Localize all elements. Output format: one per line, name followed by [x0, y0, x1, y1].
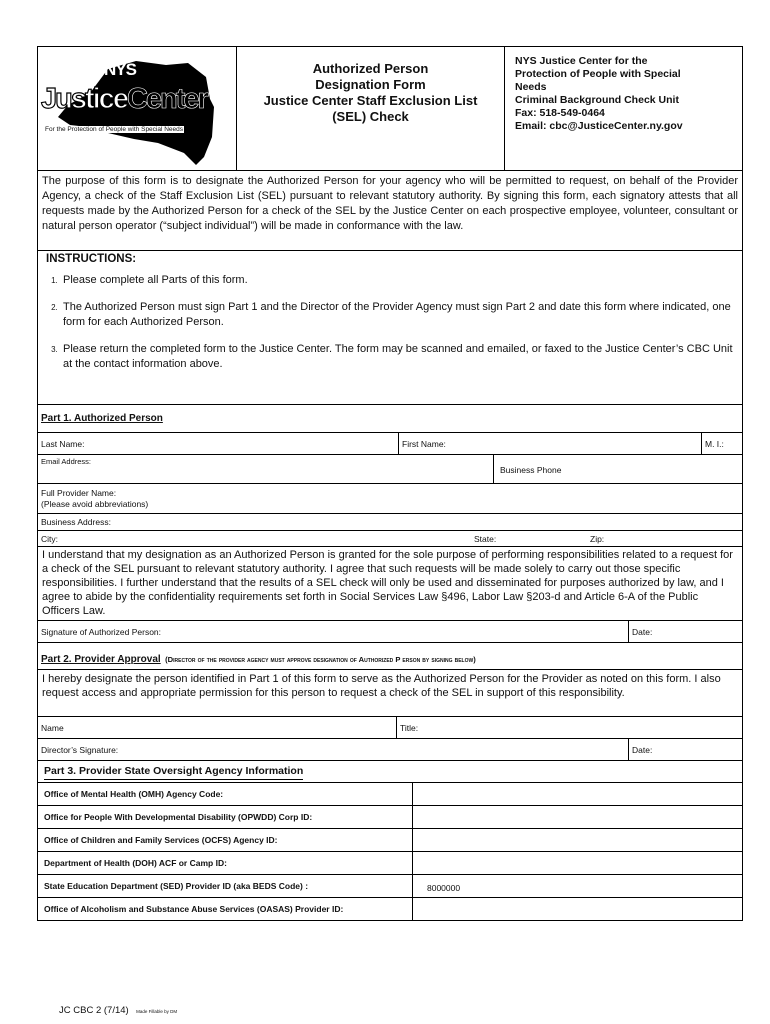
first-name-field[interactable]: First Name: [402, 439, 446, 449]
contact-info [504, 47, 742, 170]
logo-tagline: For the Protection of People with Special Needs [45, 126, 184, 133]
form-footer [59, 1000, 177, 1018]
instruction-item: 2. The Authorized Person must sign Part 1 and the Director of the Provider Agency must sign Part 2 and date this form where indicated, one form for each Authorized Person. [60, 300, 734, 330]
contact-line: NYS Justice Center for the [515, 55, 648, 67]
title-line: Authorized Person [312, 61, 429, 76]
name-row [38, 433, 742, 455]
oasas-id-label: Office of Alcoholism and Substance Abuse Services (OASAS) Provider ID: [44, 904, 344, 914]
instructions-section [38, 251, 742, 405]
first-name-cell [398, 433, 742, 454]
director-name-field[interactable]: Name [41, 723, 64, 733]
city-field[interactable]: City: [41, 534, 58, 544]
title-line: (SEL) Check [332, 109, 409, 124]
business-phone-field[interactable]: Business Phone [500, 465, 562, 475]
part3-header [38, 761, 742, 783]
doh-id-label: Department of Health (DOH) ACF or Camp ID: [44, 858, 227, 868]
instruction-item: 3. Please return the completed form to the Justice Center. The form may be scanned and emailed, or faxed to the Justice Center’s CBC Unit at the contact information above. [60, 342, 734, 372]
contact-line: Criminal Background Check Unit [515, 94, 679, 106]
ocfs-id-input[interactable] [412, 829, 742, 851]
agency-id-row [38, 875, 742, 898]
sed-id-label: State Education Department (SED) Provider ID (aka BEDS Code) : [44, 881, 309, 891]
agency-id-row [38, 852, 742, 875]
purpose-text: The purpose of this form is to designate the Authorized Person for your agency who will be permitted to request, on behalf of the Provider Agency, a check of the Staff Exclusion List (SEL) pursuant to relevant statutory authority. By signing this form, each signatory attests that all requests made by the Authorized Person for a check of the SEL by the Justice Center on each prospective employee, volunteer, consultant or natural person operator (“subject individual”) will be made in conformance with the law. [38, 171, 742, 251]
logo-nys: NYS [104, 60, 136, 79]
business-address-field[interactable]: Business Address: [41, 517, 111, 527]
provider-name-hint: (Please avoid abbreviations) [41, 499, 149, 509]
form-code: JC CBC 2 (7/14) [59, 1005, 129, 1016]
director-date-field[interactable]: Date: [632, 745, 653, 755]
director-title-field[interactable]: Title: [400, 723, 419, 733]
ocfs-id-label: Office of Children and Family Services (OCFS) Agency ID: [44, 835, 278, 845]
email-field[interactable]: Email Address: [41, 457, 92, 466]
title-line: Justice Center Staff Exclusion List [263, 93, 478, 108]
part2-statement: I hereby designate the person identified in Part 1 of this form to serve as the Authorized Person for the Provider as noted on this form. I also request access and appropriate permission for this person to request a check of the SEL in support of this responsibility. [38, 670, 742, 717]
business-address-row [38, 514, 742, 531]
opwdd-id-input[interactable] [412, 806, 742, 828]
city-row [38, 531, 742, 547]
last-name-field[interactable]: Last Name: [41, 439, 85, 449]
form-header [38, 47, 742, 171]
agency-id-row [38, 783, 742, 806]
part2-title: Part 2. Provider Approval [41, 654, 161, 665]
part2-header [38, 643, 742, 670]
sed-id-input[interactable] [412, 875, 742, 897]
contact-email: Email: cbc@JusticeCenter.ny.gov [515, 120, 683, 132]
authorized-date-field[interactable]: Date: [632, 627, 653, 637]
logo-name-right: Center [126, 83, 207, 115]
contact-line: Protection of People with Special [515, 68, 681, 80]
logo-name-left: Justice [41, 83, 127, 115]
director-signature-field[interactable]: Director’s Signature: [41, 745, 119, 755]
email-row [38, 455, 742, 484]
provider-name-field[interactable] [41, 488, 148, 510]
part2-title-wrap [41, 649, 476, 667]
director-signature-row [38, 739, 742, 761]
agency-id-row [38, 806, 742, 829]
agency-id-row [38, 898, 742, 920]
part1-title: Part 1. Authorized Person [41, 413, 163, 424]
state-field[interactable]: State: [474, 534, 497, 544]
footer-note: Made Fillable by DM [136, 1009, 178, 1014]
form-box [37, 46, 743, 921]
opwdd-id-label: Office for People With Developmental Disability (OPWDD) Corp ID: [44, 812, 313, 822]
date-cell [628, 621, 742, 642]
part1-header [38, 405, 742, 433]
part1-statement: I understand that my designation as an Authorized Person is granted for the sole purpose of performing responsibilities related to a request for a check of the SEL pursuant to relevant statutory authority. I agree that such requests will be made solely to carry out those specific responsibilities. I further understand that the results of a SEL check will only be used and disseminated for purposes authorized by law, and I agree to abide by the confidentiality requirements set forth in Social Services Law §496, Labor Law §203-d and Article 6-A of the Public Officers Law. [38, 547, 742, 621]
authorized-signature-field[interactable]: Signature of Authorized Person: [41, 627, 162, 637]
part2-note: (Director of the provider agency must approve designation of Authorized P erson by signing below) [165, 655, 476, 664]
omh-code-label: Office of Mental Health (OMH) Agency Code: [44, 789, 224, 799]
justice-center-logo [38, 47, 236, 170]
title-cell [396, 717, 742, 738]
omh-code-input[interactable] [412, 783, 742, 805]
instructions-heading: INSTRUCTIONS: [46, 253, 137, 265]
mi-cell [701, 433, 742, 454]
agency-id-row [38, 829, 742, 852]
provider-name-label: Full Provider Name: [41, 488, 117, 498]
part3-title: Part 3. Provider State Oversight Agency Information [44, 765, 303, 780]
middle-initial-field[interactable]: M. I.: [705, 439, 724, 449]
zip-field[interactable]: Zip: [590, 534, 605, 544]
instructions-list [46, 273, 734, 372]
provider-name-row [38, 484, 742, 514]
business-phone-cell [493, 455, 742, 483]
form-title [236, 47, 504, 170]
contact-line: Needs [515, 81, 547, 93]
director-date-cell [628, 739, 742, 760]
instruction-item: 1. Please complete all Parts of this form. [60, 273, 734, 288]
sed-id-value: 8000000 [427, 883, 461, 893]
doh-id-input[interactable] [412, 852, 742, 874]
part3-table [38, 783, 742, 920]
logo-name [41, 83, 207, 116]
title-line: Designation Form [315, 77, 426, 92]
director-name-row [38, 717, 742, 739]
signature-row [38, 621, 742, 643]
oasas-id-input[interactable] [412, 898, 742, 920]
contact-fax: Fax: 518-549-0464 [515, 107, 605, 119]
